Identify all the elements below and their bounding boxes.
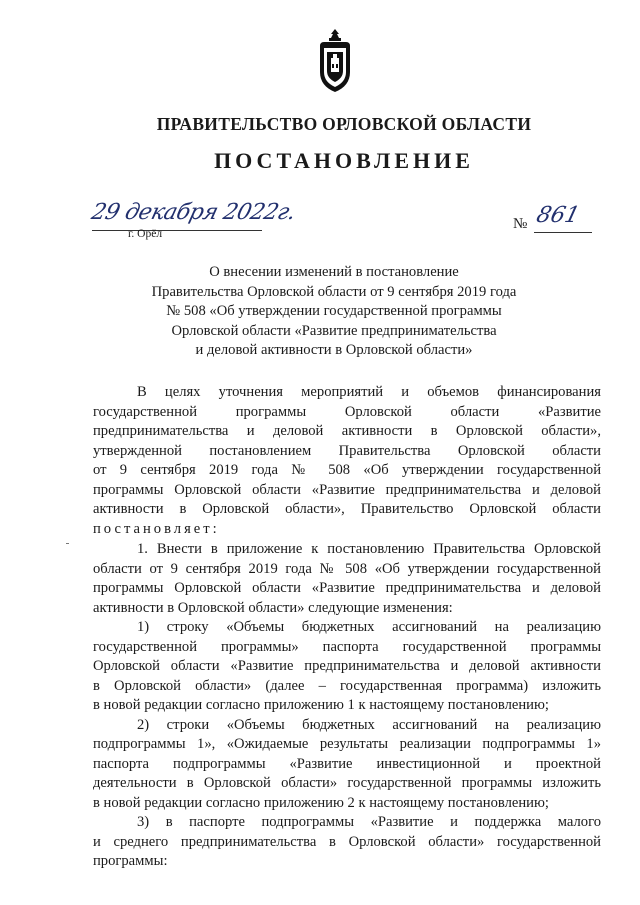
item-line: активности в Орловской области» следующие изменения: [93,599,453,616]
item-line: в Орловской области» (далее – государственная программа) изложить [93,677,601,694]
number-label: № [513,216,528,232]
item-1 [93,540,601,872]
item-line: и среднего предпринимательства в Орловской области» государственной [93,833,601,850]
preamble-line: В целях уточнения мероприятий и объемов финансирования [137,384,601,400]
scan-mark [66,543,69,544]
coat-of-arms-icon [318,28,352,94]
title-line: и деловой активности в Орловской области» [195,342,473,358]
item-line: программы: [93,853,168,869]
preamble [93,383,601,539]
preamble-line: предпринимательства и деловой активности в Орловской области», [93,423,601,439]
item-line: деятельности в Орловской области» государственной программы изложить [93,775,601,791]
item-line: Орловской области «Развитие предпринимательства и деловой активности [93,658,601,674]
handwritten-number: 861 [533,203,583,228]
item-line: программы Орловской области «Развитие предпринимательства и деловой [93,580,601,596]
preamble-line: от 9 сентября 2019 года № 508 «Об утверждении государственной [93,462,601,478]
item-line: в новой редакции согласно приложению 2 к настоящему постановлению; [93,794,549,811]
item-line: подпрограммы 1», «Ожидаемые результаты реализации подпрограммы 1» [93,736,601,752]
item-line: 1) строку «Объемы бюджетных ассигнований на реализацию [137,619,601,635]
item-line: 3) в паспорте подпрограммы «Развитие и поддержка малого [137,814,601,830]
item-line: 2) строки «Объемы бюджетных ассигнований на реализацию [137,716,601,733]
title-line: Орловской области «Развитие предпринимательства [171,322,497,339]
title-line: Правительства Орловской области от 9 сентября 2019 года [151,283,517,300]
item-line: 1. Внести в приложение к постановлению Правительства Орловской [137,541,601,557]
item-line: государственной программы» паспорта государственной программы [93,638,601,655]
item-line: области от 9 сентября 2019 года № 508 «Об утверждении государственной [93,560,601,577]
date-underline [92,230,262,231]
preamble-line: утвержденной постановлением Правительства Орловской области [93,442,601,459]
resolves-word: постановляет: [93,520,220,537]
preamble-line: программы Орловской области «Развитие предпринимательства и деловой [93,481,601,498]
item-line: паспорта подпрограммы «Развитие инвестиционной и проектной [93,755,601,772]
document-title [100,263,568,361]
title-line: О внесении изменений в постановление [209,264,459,280]
handwritten-date: 29 декабря 2022г. [88,200,298,225]
preamble-line: активности в Орловской области», Правительство Орловской области [93,501,601,517]
title-line: № 508 «Об утверждении государственной программы [166,303,502,319]
government-name: ПРАВИТЕЛЬСТВО ОРЛОВСКОЙ ОБЛАСТИ [156,114,532,134]
document-type: ПОСТАНОВЛЕНИЕ [214,148,474,173]
preamble-line: государственной программы Орловской области «Развитие [93,403,601,420]
number-underline [534,232,592,233]
item-line: в новой редакции согласно приложению 1 к настоящему постановлению; [93,697,549,713]
city-label: г. Орёл [128,228,163,240]
